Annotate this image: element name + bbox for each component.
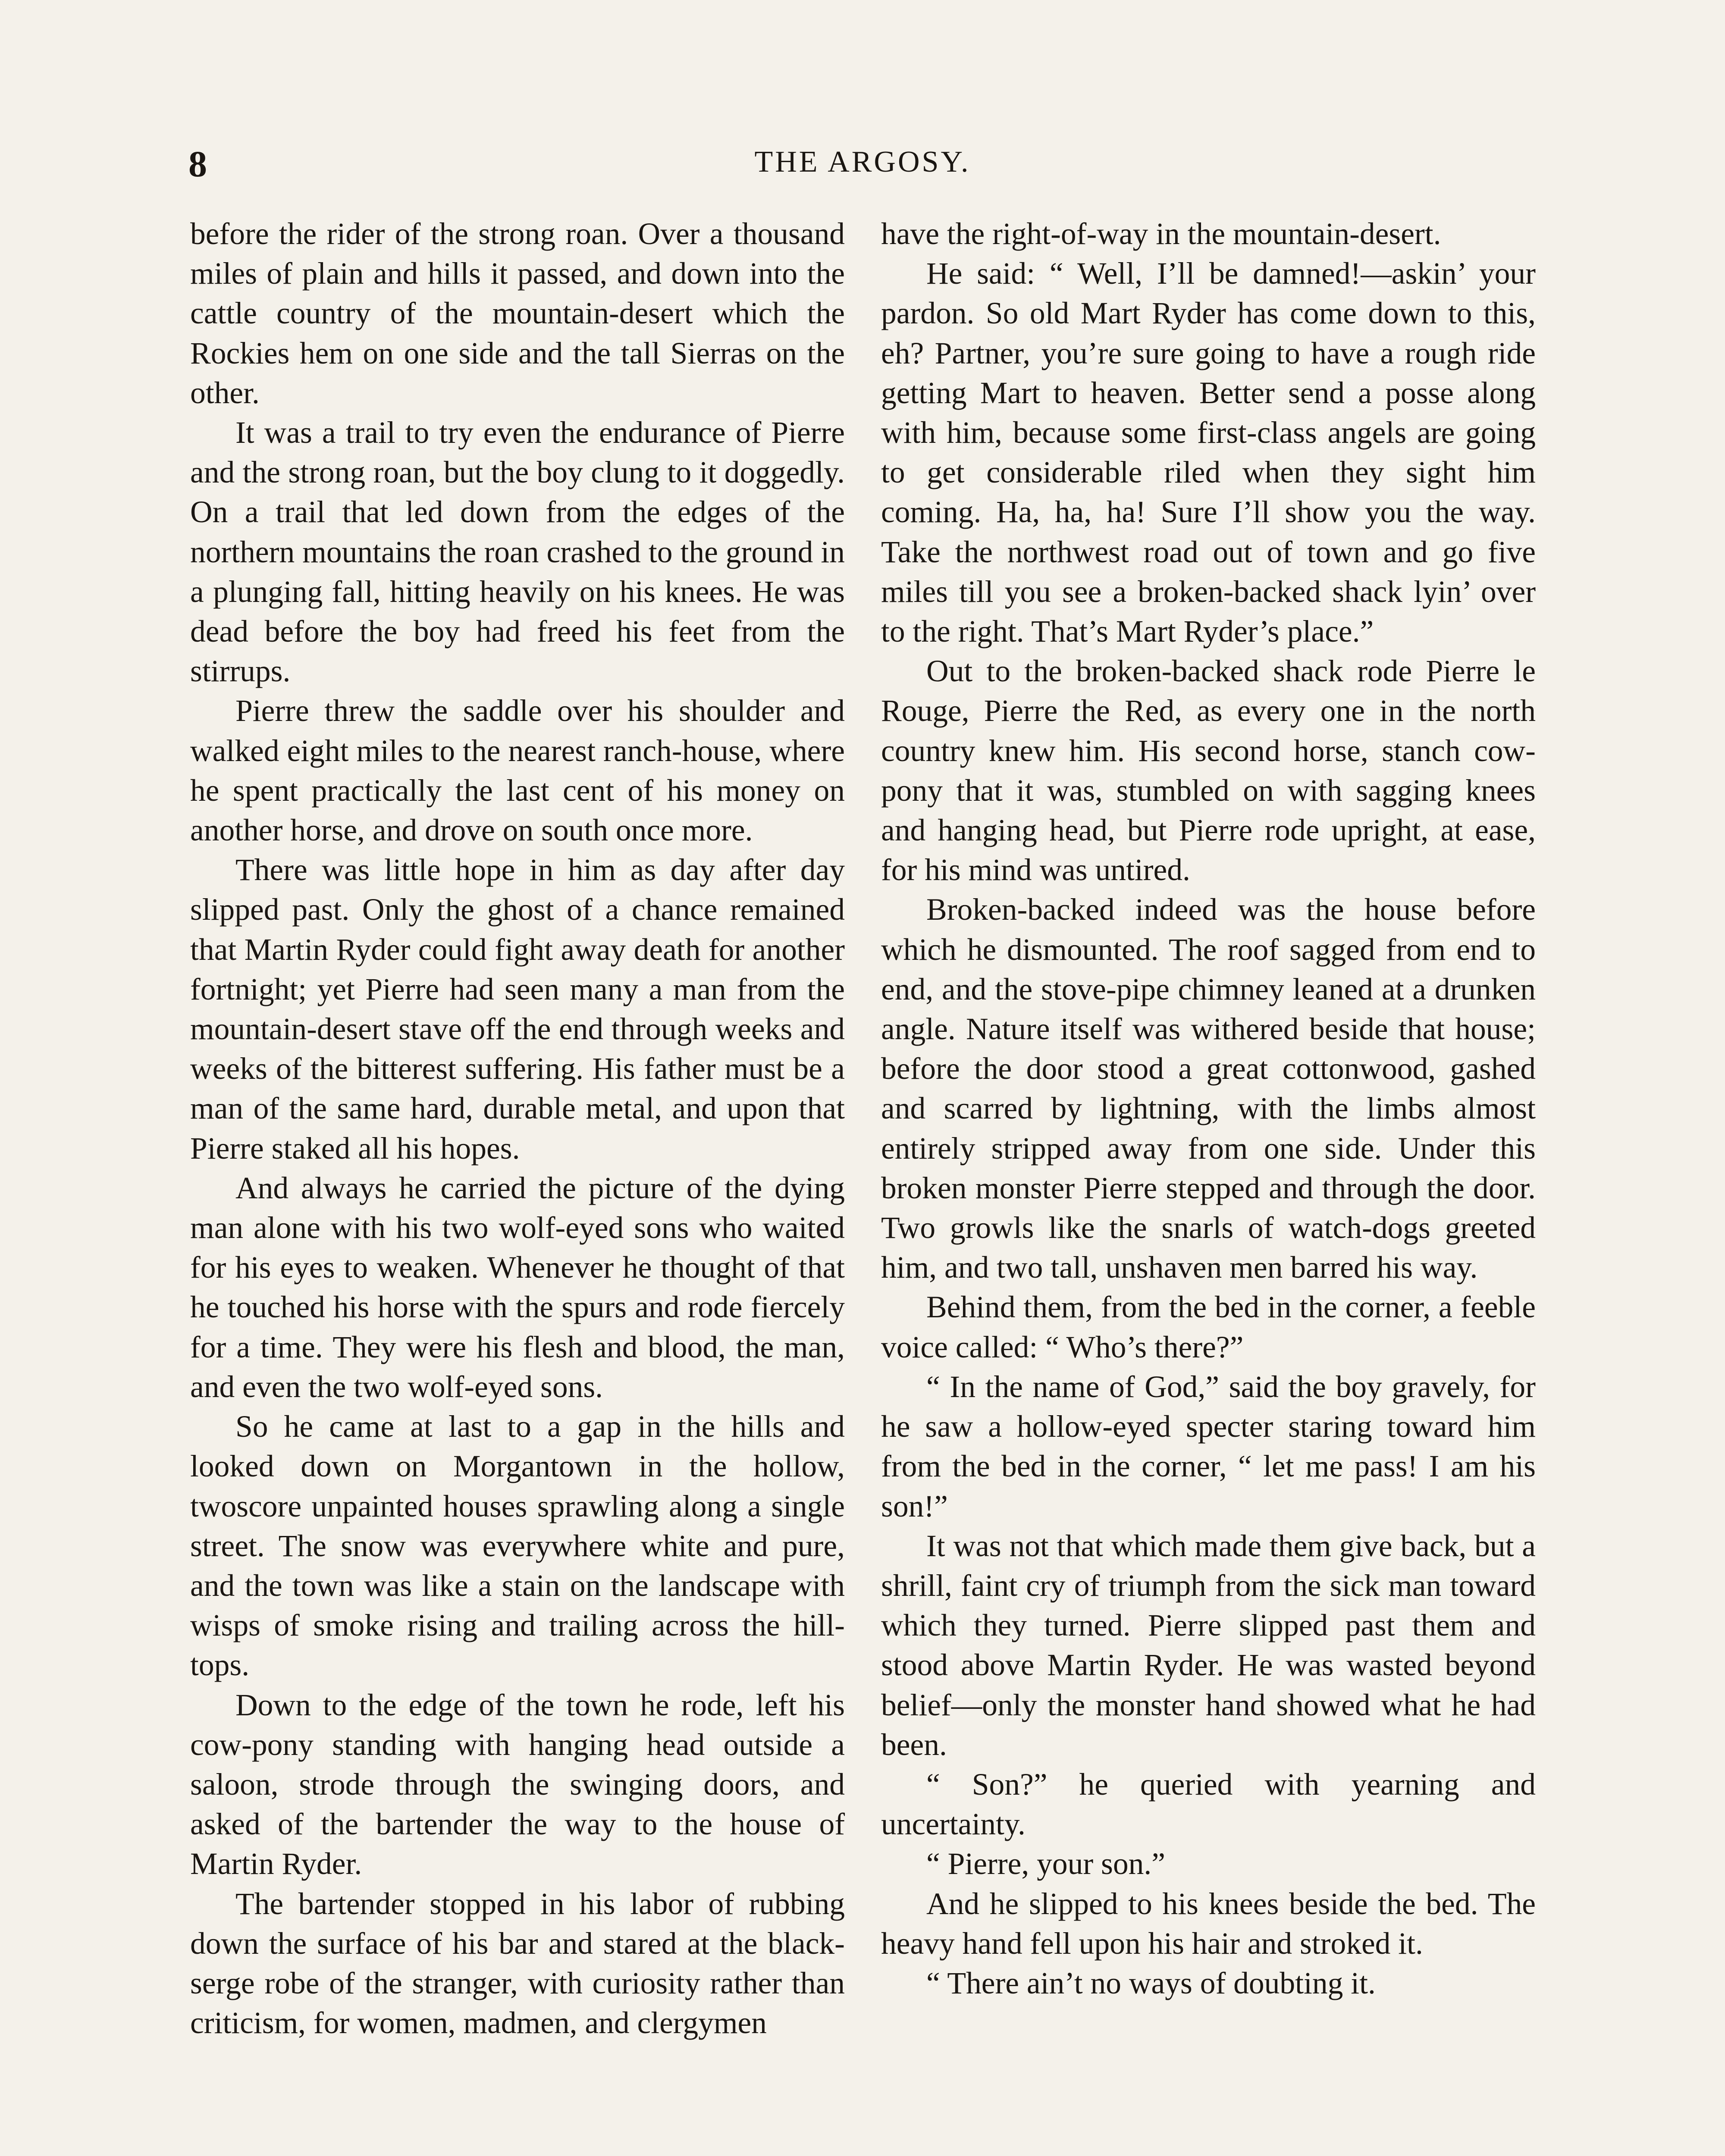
paragraph: And always he carried the picture of the dying man alone with his two wolf-eyed sons who waited for his eyes to weaken. Whenever he thought of that he touched his horse with the spurs and rode fiercely for a time. They were his flesh and blood, the man, and even the two wolf-eyed sons.	[190, 1171, 845, 1404]
paragraph: before the rider of the strong roan. Over a thousand miles of plain and hills it passed, and down into the cattle country of the mountain-desert which the Rockies hem on one side and the tall Sierras on the other.	[190, 217, 845, 410]
paragraph: The bartender stopped in his labor of rubbing down the surface of his bar and stared at the black-serge robe of the stranger, with curiosity rather than criticism, for women, madmen, and clergymen	[190, 1887, 845, 2040]
paragraph: It was a trail to try even the endurance of Pierre and the strong roan, but the boy clung to it doggedly. On a trail that led down from the edges of the northern mountains the roan crashed to the ground in a plunging fall, hitting heavily on his knees. He was dead before the boy had freed his feet from the stirrups.	[190, 416, 845, 689]
paragraph: It was not that which made them give back, but a shrill, faint cry of triumph from the sick man toward which they turned. Pierre slipped past them and stood above Martin Ryder. He was wasted beyond belief—only the monster hand showed what he had been.	[881, 1529, 1536, 1762]
paragraph: Broken-backed indeed was the house before which he dismounted. The roof sagged from end to end, and the stove-pipe chimney leaned at a drunken angle. Nature itself was withered beside that house; before the door stood a great cottonwood, gashed and scarred by lightning, with the limbs almost entirely stripped away from one side. Under this broken monster Pierre stepped and through the door. Two growls like the snarls of watch-dogs greeted him, and two tall, unshaven men barred his way.	[881, 893, 1536, 1285]
paragraph: have the right-of-way in the mountain-desert.	[881, 217, 1441, 251]
paragraph: Behind them, from the bed in the corner, a feeble voice called: “ Who’s there?”	[881, 1290, 1536, 1364]
paragraph: There was little hope in him as day after day slipped past. Only the ghost of a chance remained that Martin Ryder could fight away death for another fortnight; yet Pierre had seen many a man from the mountain-desert stave off the end through weeks and weeks of the bitterest suffering. His father must be a man of the same hard, durable metal, and upon that Pierre staked all his hopes.	[190, 853, 845, 1166]
paragraph: So he came at last to a gap in the hills and looked down on Morgantown in the hollow, twoscore unpainted houses sprawling along a single street. The snow was everywhere white and pure, and the town was like a stain on the landscape with wisps of smoke rising and trailing across the hill-tops.	[190, 1410, 845, 1683]
paragraph: And he slipped to his knees beside the bed. The heavy hand fell upon his hair and stroked it.	[881, 1887, 1536, 1961]
paragraph: Out to the broken-backed shack rode Pierre le Rouge, Pierre the Red, as every one in the north country knew him. His second horse, stanch cow-pony that it was, stumbled on with sagging knees and hanging head, but Pierre rode upright, at ease, for his mind was untired.	[881, 654, 1536, 887]
paragraph: Pierre threw the saddle over his shoulder and walked eight miles to the nearest ranch-house, where he spent practically the last cent of his money on another horse, and drove on south once more.	[190, 694, 845, 848]
paragraph: He said: “ Well, I’ll be damned!—askin’ your pardon. So old Mart Ryder has come down to this, eh? Partner, you’re sure going to have a rough ride getting Mart to heaven. Better send a posse along with him, because some first-class angels are going to get considerable riled when they sight him coming. Ha, ha, ha! Sure I’ll show you the way. Take the northwest road out of town and go five miles till you see a broken-backed shack lyin’ over to the right. That’s Mart Ryder’s place.”	[881, 257, 1536, 649]
page-number: 8	[188, 143, 207, 185]
paragraph: “ There ain’t no ways of doubting it.	[926, 1966, 1376, 2000]
running-head: THE ARGOSY.	[754, 145, 971, 179]
paragraph: “ Son?” he queried with yearning and uncertainty.	[881, 1767, 1536, 1842]
right-column	[881, 214, 1536, 2003]
paragraph: “ In the name of God,” said the boy gravely, for he saw a hollow-eyed specter staring toward him from the bed in the corner, “ let me pass! I am his son!”	[881, 1369, 1536, 1523]
paragraph: “ Pierre, your son.”	[926, 1847, 1165, 1881]
paragraph: Down to the edge of the town he rode, left his cow-pony standing with hanging head outside a saloon, strode through the swinging doors, and asked of the bartender the way to the house of Martin Ryder.	[190, 1688, 845, 1881]
left-column	[190, 214, 845, 2043]
